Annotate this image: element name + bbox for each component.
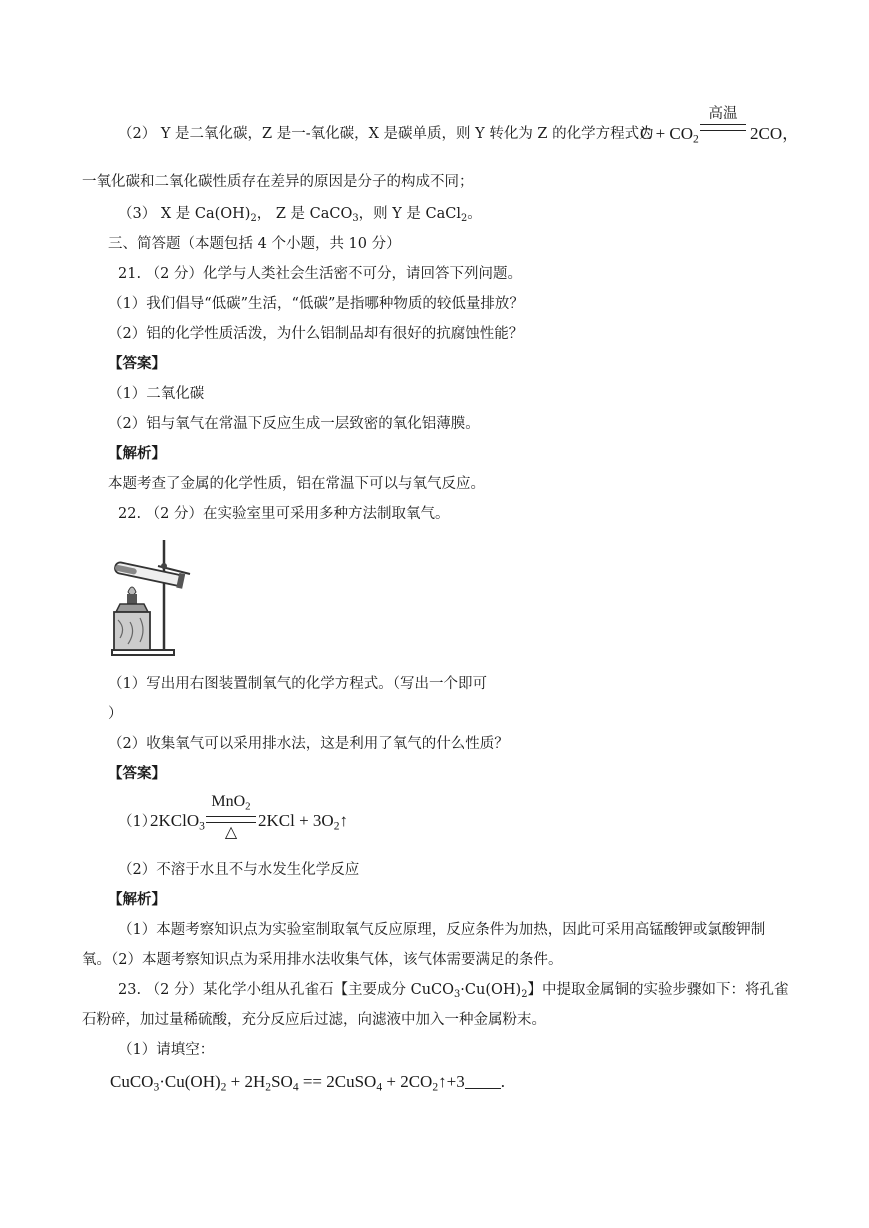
q22-answer-label: 【答案】 xyxy=(108,765,166,782)
q23-answer-blank[interactable] xyxy=(465,1074,501,1089)
q22-analysis-line1: （1）本题考察知识点为实验室制取氧气反应原理，反应条件为加热，因此可采用高锰酸钾或氯酸钾制 xyxy=(118,922,766,938)
q20-equation-left: $C + CO_2$ xyxy=(640,124,699,146)
q22-eq-left: 2KClO$_3$ xyxy=(150,811,205,833)
q22-answer2: （2）不溶于水且不与水发生化学反应 xyxy=(118,862,360,878)
q20-condition-label: 高温 xyxy=(708,106,738,122)
q21-answer1: （1）二氧化碳 xyxy=(108,386,205,402)
q23-stem-line1: 23. （2 分）某化学小组从孔雀石【主要成分 $CuCO_3\cdot Cu(OH)_2$】中提取金属铜的实验步骤如下：将孔雀 xyxy=(118,982,789,1000)
q20-part3: （3） X 是 $Ca(OH)_2$， Z 是 CaCO$_3$，则 Y 是 CaCl$_2$。 xyxy=(118,206,482,224)
apparatus-figure xyxy=(106,536,202,662)
q23-stem-line2: 石粉碎，加过量稀硫酸，充分反应后过滤，向滤液中加入一种金属粉末。 xyxy=(82,1012,546,1028)
q22-stem: 22. （2 分）在实验室里可采用多种方法制取氧气。 xyxy=(118,506,450,522)
q22-part1-close: ） xyxy=(108,706,123,722)
q21-part1: （1）我们倡导“低碳”生活，“低碳”是指哪种物质的较低量排放？ xyxy=(108,296,524,312)
q22-heat-symbol: △ xyxy=(224,824,238,842)
q21-answer-label: 【答案】 xyxy=(108,355,166,372)
q20-equals-bars xyxy=(700,124,746,131)
section3-heading: 三、简答题（本题包括 4 个小题，共 10 分） xyxy=(108,236,401,252)
q22-equals-bars xyxy=(206,816,256,823)
q22-part2: （2）收集氧气可以采用排水法，这是利用了氧气的什么性质？ xyxy=(108,736,509,752)
q21-stem: 21. （2 分）化学与人类社会生活密不可分，请回答下列问题。 xyxy=(118,266,523,282)
q22-condition-sign xyxy=(206,794,256,842)
q21-analysis: 本题考查了金属的化学性质，铝在常温下可以与氧气反应。 xyxy=(108,476,485,492)
q21-analysis-label: 【解析】 xyxy=(108,445,166,462)
q23-equation: $CuCO_3\cdot Cu(OH)_2 + 2H_2SO_4$ == 2CuSO$_4$ + $2CO_2↑+3$ . xyxy=(110,1072,505,1094)
q22-answer1-prefix: （1） xyxy=(118,814,157,830)
q20-equation-right: 2CO， xyxy=(750,124,800,143)
q20-condition-sign xyxy=(700,106,746,131)
q22-analysis-label: 【解析】 xyxy=(108,891,166,908)
q21-answer2: （2）铝与氧气在常温下反应生成一层致密的氧化铝薄膜。 xyxy=(108,416,480,432)
q20-part2-text: （2） Y 是二氧化碳，Z 是一-氧化碳，X 是碳单质，则 Y 转化为 Z 的化学方程式为 xyxy=(118,126,654,142)
q22-eq-right: $2KCl + 3O_2↑$ xyxy=(258,811,348,833)
q23-part1: （1）请填空： xyxy=(118,1042,215,1058)
q20-part2-continuation: 一氧化碳和二氧化碳性质存在差异的原因是分子的构成不同； xyxy=(82,174,474,190)
q21-part2: （2）铝的化学性质活泼，为什么铝制品却有很好的抗腐蚀性能？ xyxy=(108,326,524,342)
q22-part1: （1）写出用右图装置制氧气的化学方程式。（写出一个即可 xyxy=(108,676,487,692)
q20-part2-line xyxy=(118,124,654,144)
q22-analysis-line2: 氧。（2）本题考察知识点为采用排水法收集气体，该气体需要满足的条件。 xyxy=(82,952,563,968)
q22-catalyst: MnO$_2$ xyxy=(211,793,251,813)
